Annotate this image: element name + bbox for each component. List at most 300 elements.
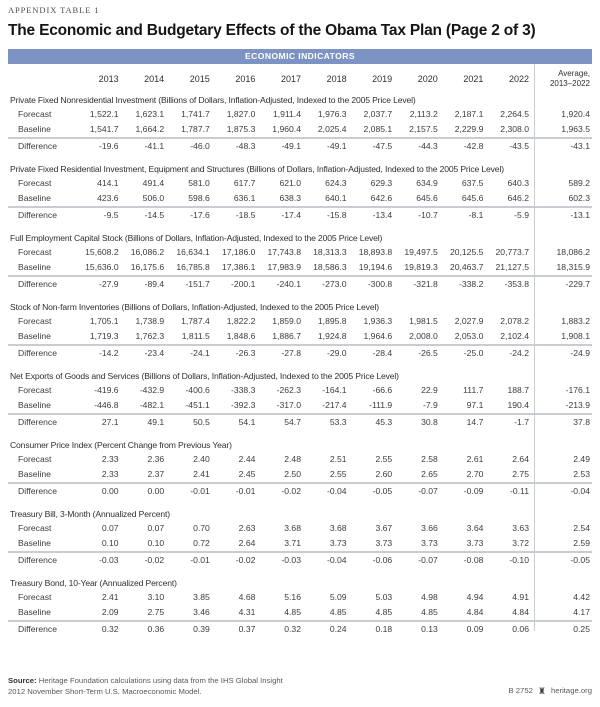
value-cell: -5.9 <box>514 210 529 220</box>
value-cell: 1,981.5 <box>409 316 438 326</box>
value-cell: 637.5 <box>461 178 484 188</box>
value-cell: -8.1 <box>468 210 484 220</box>
value-cell: 16,634.1 <box>176 247 210 257</box>
year-header: 2014 <box>144 74 165 84</box>
value-cell: -300.8 <box>367 279 393 289</box>
section-heading: Private Fixed Nonresidential Investment (Billions of Dollars, Inflation-Adjusted, Indexed to the 2005 Price Level) <box>10 95 416 105</box>
difference-row <box>8 620 592 635</box>
value-cell: 638.3 <box>279 193 301 203</box>
value-cell: -273.0 <box>322 279 347 289</box>
value-cell: 4.85 <box>284 607 301 617</box>
value-cell: -482.1 <box>139 400 165 410</box>
value-cell: 1,822.2 <box>226 316 256 326</box>
value-cell: 2.41 <box>193 469 210 479</box>
value-cell: 16,086.2 <box>130 247 165 257</box>
forecast-row <box>8 521 592 536</box>
value-cell: 629.3 <box>370 178 393 188</box>
value-cell: 3.73 <box>421 538 438 548</box>
average-value-cell: 2.53 <box>573 469 590 479</box>
value-cell: 2,102.4 <box>500 331 529 341</box>
baseline-row <box>8 467 592 482</box>
section-heading: Full Employment Capital Stock (Billions of Dollars, Inflation-Adjusted, Indexed to the 2005 Price Level) <box>10 233 383 243</box>
value-cell: 2,025.4 <box>317 124 347 134</box>
value-cell: -66.6 <box>372 385 393 395</box>
average-value-cell: 4.42 <box>573 592 590 602</box>
value-cell: -451.1 <box>185 400 210 410</box>
value-cell: 617.7 <box>233 178 256 188</box>
value-cell: 17,186.0 <box>221 247 256 257</box>
baseline-row <box>8 122 592 137</box>
value-cell: 3.68 <box>329 523 347 533</box>
value-cell: -48.3 <box>235 141 256 151</box>
value-cell: 3.73 <box>375 538 393 548</box>
value-cell: 2.64 <box>512 454 529 464</box>
sections-container <box>8 94 592 635</box>
value-cell: -10.7 <box>418 210 438 220</box>
value-cell: 0.36 <box>147 624 165 634</box>
year-header-row <box>8 64 592 94</box>
average-value-cell: 0.25 <box>573 624 590 634</box>
value-cell: -0.05 <box>372 486 393 496</box>
value-cell: -27.9 <box>99 279 119 289</box>
value-cell: 642.6 <box>370 193 393 203</box>
row-label: Forecast <box>18 385 52 395</box>
value-cell: 4.85 <box>375 607 393 617</box>
report-code: B 2752 <box>508 686 533 696</box>
row-label: Baseline <box>18 262 51 272</box>
average-value-cell: 37.8 <box>573 417 590 427</box>
row-label: Forecast <box>18 247 52 257</box>
baseline-row <box>8 191 592 206</box>
value-cell: -240.1 <box>276 279 301 289</box>
value-cell: -400.6 <box>185 385 210 395</box>
value-cell: 0.06 <box>512 624 529 634</box>
value-cell: -432.9 <box>139 385 165 395</box>
value-cell: 3.71 <box>284 538 301 548</box>
value-cell: 414.1 <box>97 178 119 188</box>
appendix-label: APPENDIX TABLE 1 <box>8 5 100 15</box>
value-cell: 2,085.1 <box>363 124 393 134</box>
average-value-cell: -43.1 <box>570 141 590 151</box>
value-cell: -0.10 <box>509 555 529 565</box>
row-label: Difference <box>18 348 58 358</box>
value-cell: 0.18 <box>375 624 393 634</box>
value-cell: 4.94 <box>466 592 484 602</box>
value-cell: -29.0 <box>327 348 347 358</box>
value-cell: -217.4 <box>322 400 347 410</box>
section-heading: Net Exports of Goods and Services (Billions of Dollars, Inflation-Adjusted, Indexed to the 2005 Price Level) <box>10 371 399 381</box>
indicator-section <box>8 577 592 635</box>
value-cell: -14.5 <box>144 210 165 220</box>
forecast-row <box>8 245 592 260</box>
value-cell: 2.44 <box>238 454 256 464</box>
baseline-row <box>8 605 592 620</box>
row-label: Difference <box>18 486 58 496</box>
value-cell: 624.3 <box>325 178 347 188</box>
value-cell: 3.73 <box>329 538 347 548</box>
value-cell: -446.8 <box>94 400 119 410</box>
value-cell: 2.50 <box>284 469 301 479</box>
value-cell: 1,848.6 <box>226 331 256 341</box>
value-cell: 0.32 <box>101 624 119 634</box>
value-cell: 3.73 <box>466 538 484 548</box>
value-cell: -41.1 <box>144 141 165 151</box>
section-heading: Consumer Price Index (Percent Change from Previous Year) <box>10 440 232 450</box>
value-cell: 2.41 <box>101 592 119 602</box>
value-cell: -9.5 <box>103 210 119 220</box>
value-cell: 646.2 <box>507 193 529 203</box>
value-cell: 634.9 <box>416 178 438 188</box>
average-value-cell: 2.49 <box>573 454 590 464</box>
value-cell: 15,608.2 <box>85 247 119 257</box>
value-cell: 0.39 <box>193 624 210 634</box>
row-label: Forecast <box>18 109 52 119</box>
year-header: 2013 <box>98 74 119 84</box>
value-cell: 2.61 <box>466 454 484 464</box>
value-cell: 4.91 <box>512 592 529 602</box>
row-label: Baseline <box>18 124 51 134</box>
value-cell: -0.01 <box>190 486 210 496</box>
average-value-cell: 602.3 <box>568 193 590 203</box>
value-cell: -17.4 <box>281 210 301 220</box>
year-header: 2021 <box>463 74 484 84</box>
footer <box>8 676 592 698</box>
indicator-section <box>8 94 592 152</box>
value-cell: 2.70 <box>466 469 484 479</box>
value-cell: -0.06 <box>372 555 393 565</box>
value-cell: 1,811.5 <box>181 331 210 341</box>
value-cell: 2.63 <box>238 523 256 533</box>
value-cell: -200.1 <box>231 279 256 289</box>
value-cell: 3.63 <box>512 523 529 533</box>
value-cell: 3.46 <box>193 607 210 617</box>
value-cell: 2,264.5 <box>500 109 529 119</box>
row-label: Difference <box>18 624 58 634</box>
value-cell: -0.07 <box>418 555 438 565</box>
value-cell: -23.4 <box>144 348 165 358</box>
value-cell: 2,113.2 <box>409 109 438 119</box>
value-cell: 636.1 <box>233 193 256 203</box>
value-cell: -43.5 <box>509 141 529 151</box>
value-cell: -338.2 <box>459 279 484 289</box>
value-cell: 1,787.7 <box>181 124 210 134</box>
forecast-row <box>8 107 592 122</box>
section-heading: Treasury Bill, 3-Month (Annualized Percent) <box>10 509 170 519</box>
value-cell: 1,664.2 <box>135 124 165 134</box>
average-value-cell: -0.04 <box>570 486 590 496</box>
value-cell: 2.55 <box>375 454 393 464</box>
value-cell: 640.3 <box>507 178 529 188</box>
value-cell: 1,623.1 <box>135 109 165 119</box>
value-cell: 0.00 <box>101 486 119 496</box>
source-line <box>8 676 283 687</box>
value-cell: 4.98 <box>421 592 438 602</box>
indicator-section <box>8 439 592 497</box>
forecast-row <box>8 314 592 329</box>
value-cell: 4.84 <box>466 607 484 617</box>
source-note <box>8 676 283 698</box>
indicator-section <box>8 301 592 359</box>
value-cell: 5.03 <box>375 592 393 602</box>
value-cell: 1,875.3 <box>226 124 256 134</box>
value-cell: -49.1 <box>327 141 347 151</box>
value-cell: 2,229.9 <box>454 124 484 134</box>
value-cell: -47.5 <box>372 141 393 151</box>
value-cell: 4.85 <box>329 607 347 617</box>
value-cell: 188.7 <box>507 385 529 395</box>
row-label: Baseline <box>18 469 51 479</box>
average-value-cell: 2.54 <box>573 523 590 533</box>
value-cell: 0.70 <box>193 523 210 533</box>
value-cell: 3.85 <box>193 592 210 602</box>
year-header: 2015 <box>189 74 210 84</box>
value-cell: 2,078.2 <box>500 316 529 326</box>
value-cell: -19.6 <box>99 141 119 151</box>
value-cell: -18.5 <box>235 210 256 220</box>
indicator-section <box>8 163 592 221</box>
row-label: Baseline <box>18 538 51 548</box>
value-cell: 3.72 <box>512 538 529 548</box>
value-cell: 97.1 <box>466 400 484 410</box>
row-label: Difference <box>18 141 58 151</box>
baseline-row <box>8 536 592 551</box>
value-cell: 19,497.5 <box>404 247 438 257</box>
forecast-row <box>8 452 592 467</box>
year-header: 2022 <box>508 74 529 84</box>
value-cell: -0.11 <box>510 486 529 496</box>
value-cell: 19,819.3 <box>404 262 438 272</box>
value-cell: 598.6 <box>188 193 210 203</box>
average-value-cell: 2.59 <box>573 538 590 548</box>
value-cell: 1,976.3 <box>317 109 347 119</box>
value-cell: 17,743.8 <box>267 247 301 257</box>
year-header: 2020 <box>417 74 438 84</box>
row-label: Difference <box>18 210 58 220</box>
value-cell: -26.3 <box>235 348 256 358</box>
value-cell: 491.4 <box>142 178 165 188</box>
value-cell: 0.07 <box>101 523 119 533</box>
value-cell: -164.1 <box>322 385 347 395</box>
difference-row <box>8 137 592 152</box>
value-cell: 0.00 <box>147 486 165 496</box>
average-value-cell: 4.17 <box>573 607 590 617</box>
value-cell: 1,787.4 <box>181 316 210 326</box>
value-cell: -24.2 <box>509 348 529 358</box>
baseline-row <box>8 260 592 275</box>
average-value-cell: -229.7 <box>565 279 590 289</box>
value-cell: 1,895.8 <box>317 316 347 326</box>
average-value-cell: -13.1 <box>570 210 590 220</box>
value-cell: -0.01 <box>235 486 256 496</box>
value-cell: 50.5 <box>193 417 210 427</box>
value-cell: 2.65 <box>421 469 438 479</box>
year-header: 2018 <box>326 74 347 84</box>
value-cell: 0.24 <box>329 624 347 634</box>
average-value-cell: -176.1 <box>565 385 590 395</box>
value-cell: 22.9 <box>421 385 438 395</box>
value-cell: 1,762.3 <box>135 331 165 341</box>
value-cell: 1,738.9 <box>135 316 165 326</box>
value-cell: -321.8 <box>413 279 438 289</box>
value-cell: -25.0 <box>463 348 484 358</box>
year-header: 2017 <box>280 74 301 84</box>
value-cell: 1,936.3 <box>363 316 393 326</box>
value-cell: 1,541.7 <box>89 124 119 134</box>
value-cell: 54.7 <box>284 417 301 427</box>
row-label: Forecast <box>18 316 52 326</box>
value-cell: 2,008.0 <box>409 331 438 341</box>
value-cell: -0.09 <box>463 486 484 496</box>
average-value-cell: 1,883.2 <box>561 316 590 326</box>
value-cell: -42.8 <box>463 141 484 151</box>
value-cell: -89.4 <box>144 279 165 289</box>
average-header-line2: 2013–2022 <box>549 79 590 88</box>
value-cell: 0.72 <box>193 538 210 548</box>
value-cell: -28.4 <box>372 348 393 358</box>
value-cell: 2.36 <box>147 454 165 464</box>
value-cell: 1,719.3 <box>89 331 119 341</box>
year-header: 2016 <box>235 74 256 84</box>
average-column-divider <box>534 64 535 631</box>
value-cell: 423.6 <box>97 193 119 203</box>
difference-row <box>8 482 592 497</box>
value-cell: -262.3 <box>276 385 301 395</box>
value-cell: 1,886.7 <box>272 331 301 341</box>
average-value-cell: -213.9 <box>565 400 590 410</box>
difference-row <box>8 275 592 290</box>
average-value-cell: 18,086.2 <box>556 247 590 257</box>
value-cell: 1,741.7 <box>181 109 210 119</box>
value-cell: -14.2 <box>99 348 119 358</box>
value-cell: 645.6 <box>461 193 484 203</box>
footer-meta <box>509 686 592 698</box>
value-cell: 0.13 <box>421 624 438 634</box>
economic-indicators-band: ECONOMIC INDICATORS <box>8 49 592 64</box>
average-value-cell: -0.05 <box>570 555 590 565</box>
value-cell: 17,386.1 <box>221 262 256 272</box>
value-cell: -0.03 <box>99 555 119 565</box>
value-cell: 3.10 <box>147 592 165 602</box>
value-cell: 111.7 <box>463 385 484 395</box>
value-cell: -1.7 <box>514 417 529 427</box>
value-cell: 1,924.8 <box>317 331 347 341</box>
value-cell: -111.9 <box>369 400 393 410</box>
value-cell: 2,187.1 <box>454 109 484 119</box>
value-cell: 506.0 <box>142 193 165 203</box>
value-cell: 53.3 <box>329 417 347 427</box>
value-cell: 18,893.8 <box>358 247 393 257</box>
row-label: Difference <box>18 555 58 565</box>
value-cell: -0.03 <box>281 555 301 565</box>
section-heading: Private Fixed Residential Investment, Equipment and Structures (Billions of Dollars, Inflation-Adjusted, Indexed to the 2005 Price Level) <box>10 164 504 174</box>
value-cell: 14.7 <box>466 417 484 427</box>
difference-row <box>8 551 592 566</box>
row-label: Baseline <box>18 400 51 410</box>
value-cell: -49.1 <box>281 141 301 151</box>
difference-row <box>8 344 592 359</box>
row-label: Forecast <box>18 178 52 188</box>
value-cell: 17,983.9 <box>267 262 301 272</box>
value-cell: -353.8 <box>504 279 529 289</box>
value-cell: -0.02 <box>144 555 165 565</box>
section-heading: Treasury Bond, 10-Year (Annualized Percent) <box>10 578 177 588</box>
value-cell: 2.60 <box>375 469 393 479</box>
difference-row <box>8 413 592 428</box>
section-heading: Stock of Non-farm Inventories (Billions of Dollars, Inflation-Adjusted, Indexed to the 2005 Price Level) <box>10 302 379 312</box>
value-cell: 4.85 <box>421 607 438 617</box>
value-cell: 2.40 <box>193 454 210 464</box>
value-cell: 1,705.1 <box>89 316 119 326</box>
value-cell: 2.75 <box>512 469 529 479</box>
value-cell: 2.55 <box>329 469 347 479</box>
forecast-row <box>8 176 592 191</box>
value-cell: 2.45 <box>238 469 256 479</box>
value-cell: 2.33 <box>101 454 119 464</box>
row-label: Forecast <box>18 523 52 533</box>
value-cell: 2.51 <box>329 454 347 464</box>
value-cell: 190.4 <box>507 400 529 410</box>
value-cell: 0.09 <box>466 624 484 634</box>
average-value-cell: 1,920.4 <box>561 109 590 119</box>
value-cell: 27.1 <box>101 417 119 427</box>
value-cell: 4.84 <box>512 607 529 617</box>
indicator-section <box>8 508 592 566</box>
value-cell: 3.66 <box>421 523 438 533</box>
row-label: Difference <box>18 279 58 289</box>
value-cell: -338.3 <box>231 385 256 395</box>
average-header <box>534 69 592 90</box>
value-cell: 5.09 <box>329 592 347 602</box>
heritage-url: heritage.org <box>550 686 592 696</box>
value-cell: 21,127.5 <box>495 262 529 272</box>
row-label: Baseline <box>18 607 51 617</box>
value-cell: 18,586.3 <box>313 262 347 272</box>
value-cell: -26.5 <box>418 348 438 358</box>
value-cell: 2.33 <box>101 469 119 479</box>
value-cell: 19,194.6 <box>358 262 393 272</box>
indicator-section <box>8 232 592 290</box>
value-cell: 45.3 <box>375 417 393 427</box>
value-cell: -0.02 <box>235 555 256 565</box>
value-cell: 1,911.4 <box>272 109 301 119</box>
value-cell: -0.02 <box>281 486 301 496</box>
value-cell: 581.0 <box>188 178 210 188</box>
value-cell: 30.8 <box>421 417 438 427</box>
value-cell: -13.4 <box>372 210 393 220</box>
value-cell: -0.04 <box>327 486 347 496</box>
average-value-cell: 18,315.9 <box>556 262 590 272</box>
value-cell: -24.1 <box>190 348 210 358</box>
value-cell: -419.6 <box>94 385 119 395</box>
value-cell: 0.10 <box>101 538 119 548</box>
value-cell: -44.3 <box>418 141 438 151</box>
value-cell: 18,313.3 <box>313 247 347 257</box>
average-value-cell: 1,963.5 <box>561 124 590 134</box>
value-cell: -17.6 <box>190 210 210 220</box>
value-cell: 1,960.4 <box>272 124 301 134</box>
value-cell: -0.01 <box>190 555 210 565</box>
indicator-section <box>8 370 592 428</box>
source-label: Source: <box>8 676 37 686</box>
value-cell: 54.1 <box>238 417 256 427</box>
value-cell: 2.37 <box>147 469 165 479</box>
value-cell: -0.08 <box>463 555 484 565</box>
row-label: Forecast <box>18 454 52 464</box>
value-cell: 1,964.6 <box>363 331 393 341</box>
page-title: The Economic and Budgetary Effects of the Obama Tax Plan (Page 2 of 3) <box>8 22 536 39</box>
baseline-row <box>8 398 592 413</box>
value-cell: -7.9 <box>422 400 438 410</box>
